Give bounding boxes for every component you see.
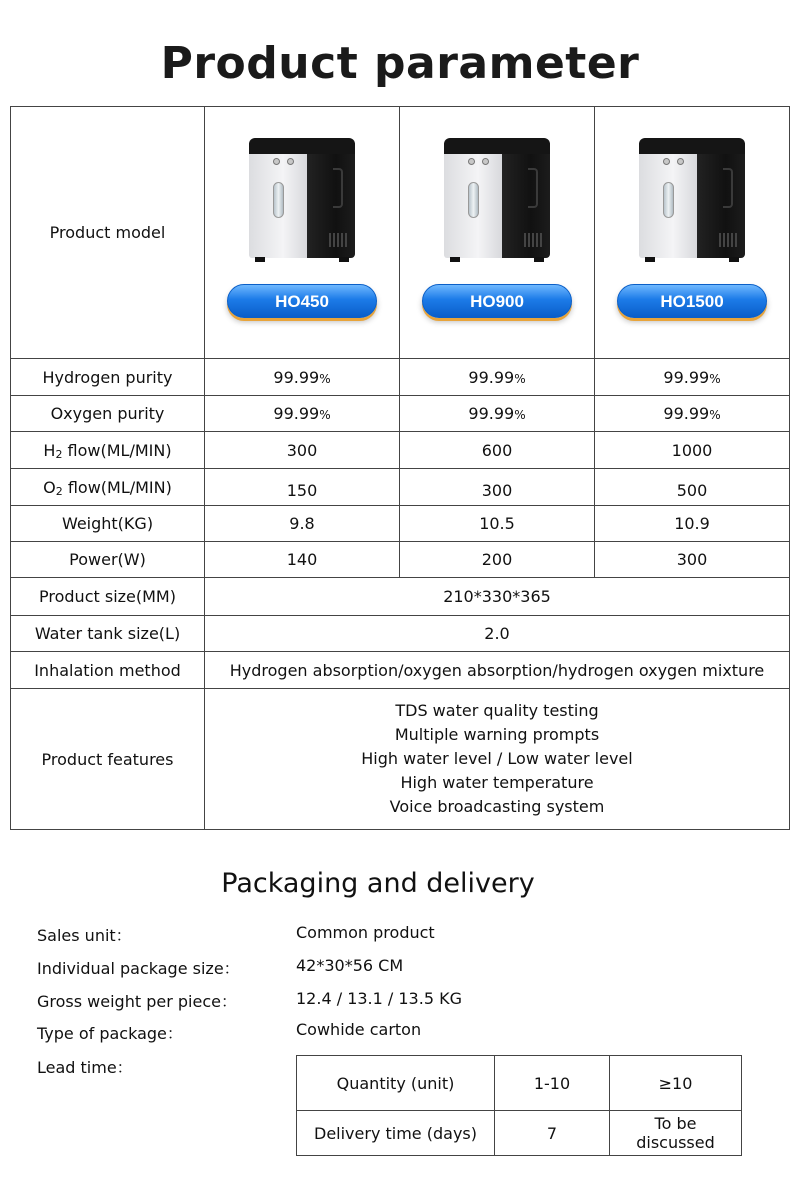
section-title-packaging: Packaging and delivery [221, 868, 535, 899]
row-label-inhalation: Inhalation method [11, 652, 205, 689]
table-row [297, 1056, 742, 1111]
cell-value: 2.0 [205, 616, 790, 652]
list-item: High water level / Low water level [361, 749, 633, 768]
lead-time-label: Lead time： [37, 1058, 133, 1077]
row-label-power: Power(W) [11, 542, 205, 578]
list-item: TDS water quality testing [395, 701, 599, 720]
page-title: Product parameter [160, 38, 640, 89]
cell-value: 300 [400, 469, 595, 506]
model-cell-ho900 [400, 107, 595, 359]
quantity-label: Quantity (unit) [297, 1056, 495, 1111]
device-image [639, 138, 745, 262]
package-type-value: Cowhide carton [296, 1020, 422, 1039]
table-row [297, 1111, 742, 1156]
cell-value: 300 [595, 542, 790, 578]
cell-value: 210*330*365 [205, 578, 790, 616]
table-row [11, 652, 790, 689]
row-label-h2-flow: H2 flow(ML/MIN) [11, 432, 205, 469]
device-image [444, 138, 550, 262]
lead-time-table [296, 1055, 742, 1156]
row-label-weight: Weight(KG) [11, 506, 205, 542]
model-badge-ho900: HO900 [422, 284, 572, 318]
model-badge-ho450: HO450 [227, 284, 377, 318]
parameter-table [10, 106, 790, 830]
table-row [11, 506, 790, 542]
table-row [11, 396, 790, 432]
quantity-range-2: ≥10 [610, 1056, 742, 1111]
cell-value: 1000 [595, 432, 790, 469]
gross-weight-value: 12.4 / 13.1 / 13.5 KG [296, 989, 462, 1008]
row-label-water-tank: Water tank size(L) [11, 616, 205, 652]
sales-unit-label: Sales unit： [37, 926, 132, 945]
cell-value: 10.5 [400, 506, 595, 542]
row-label-product-model: Product model [11, 107, 205, 359]
cell-value: 9.8 [205, 506, 400, 542]
cell-value: 99.99% [400, 359, 595, 396]
package-size-value: 42*30*56 CM [296, 956, 404, 975]
table-row [11, 432, 790, 469]
list-item: Multiple warning prompts [394, 725, 600, 744]
gross-weight-label: Gross weight per piece： [37, 992, 237, 1011]
cell-value: 140 [205, 542, 400, 578]
model-cell-ho1500 [595, 107, 790, 359]
cell-value: 99.99% [595, 359, 790, 396]
row-label-features: Product features [11, 689, 205, 830]
delivery-days-1: 7 [495, 1111, 610, 1156]
table-row [11, 578, 790, 616]
sales-unit-value: Common product [296, 923, 435, 942]
cell-value: 300 [205, 432, 400, 469]
features-list [205, 689, 790, 830]
device-image [249, 138, 355, 262]
cell-value: 150 [205, 469, 400, 506]
table-row [11, 469, 790, 506]
cell-value: 10.9 [595, 506, 790, 542]
model-badge-ho1500: HO1500 [617, 284, 767, 318]
cell-value: Hydrogen absorption/oxygen absorption/hydrogen oxygen mixture [205, 652, 790, 689]
delivery-label: Delivery time (days) [297, 1111, 495, 1156]
row-label-product-size: Product size(MM) [11, 578, 205, 616]
list-item: High water temperature [400, 773, 594, 792]
cell-value: 200 [400, 542, 595, 578]
delivery-days-2: To be discussed [610, 1111, 742, 1156]
row-label-hydrogen-purity: Hydrogen purity [11, 359, 205, 396]
cell-value: 99.99% [400, 396, 595, 432]
table-row [11, 359, 790, 396]
model-cell-ho450 [205, 107, 400, 359]
table-row [11, 616, 790, 652]
list-item: Voice broadcasting system [389, 797, 605, 816]
row-label-oxygen-purity: Oxygen purity [11, 396, 205, 432]
table-row [11, 107, 790, 359]
quantity-range-1: 1-10 [495, 1056, 610, 1111]
cell-value: 99.99% [205, 396, 400, 432]
table-row [11, 542, 790, 578]
table-row [11, 689, 790, 830]
cell-value: 500 [595, 469, 790, 506]
cell-value: 99.99% [595, 396, 790, 432]
cell-value: 99.99% [205, 359, 400, 396]
cell-value: 600 [400, 432, 595, 469]
row-label-o2-flow: O2 flow(ML/MIN) [11, 469, 205, 506]
package-size-label: Individual package size： [37, 959, 240, 978]
package-type-label: Type of package： [37, 1024, 183, 1043]
